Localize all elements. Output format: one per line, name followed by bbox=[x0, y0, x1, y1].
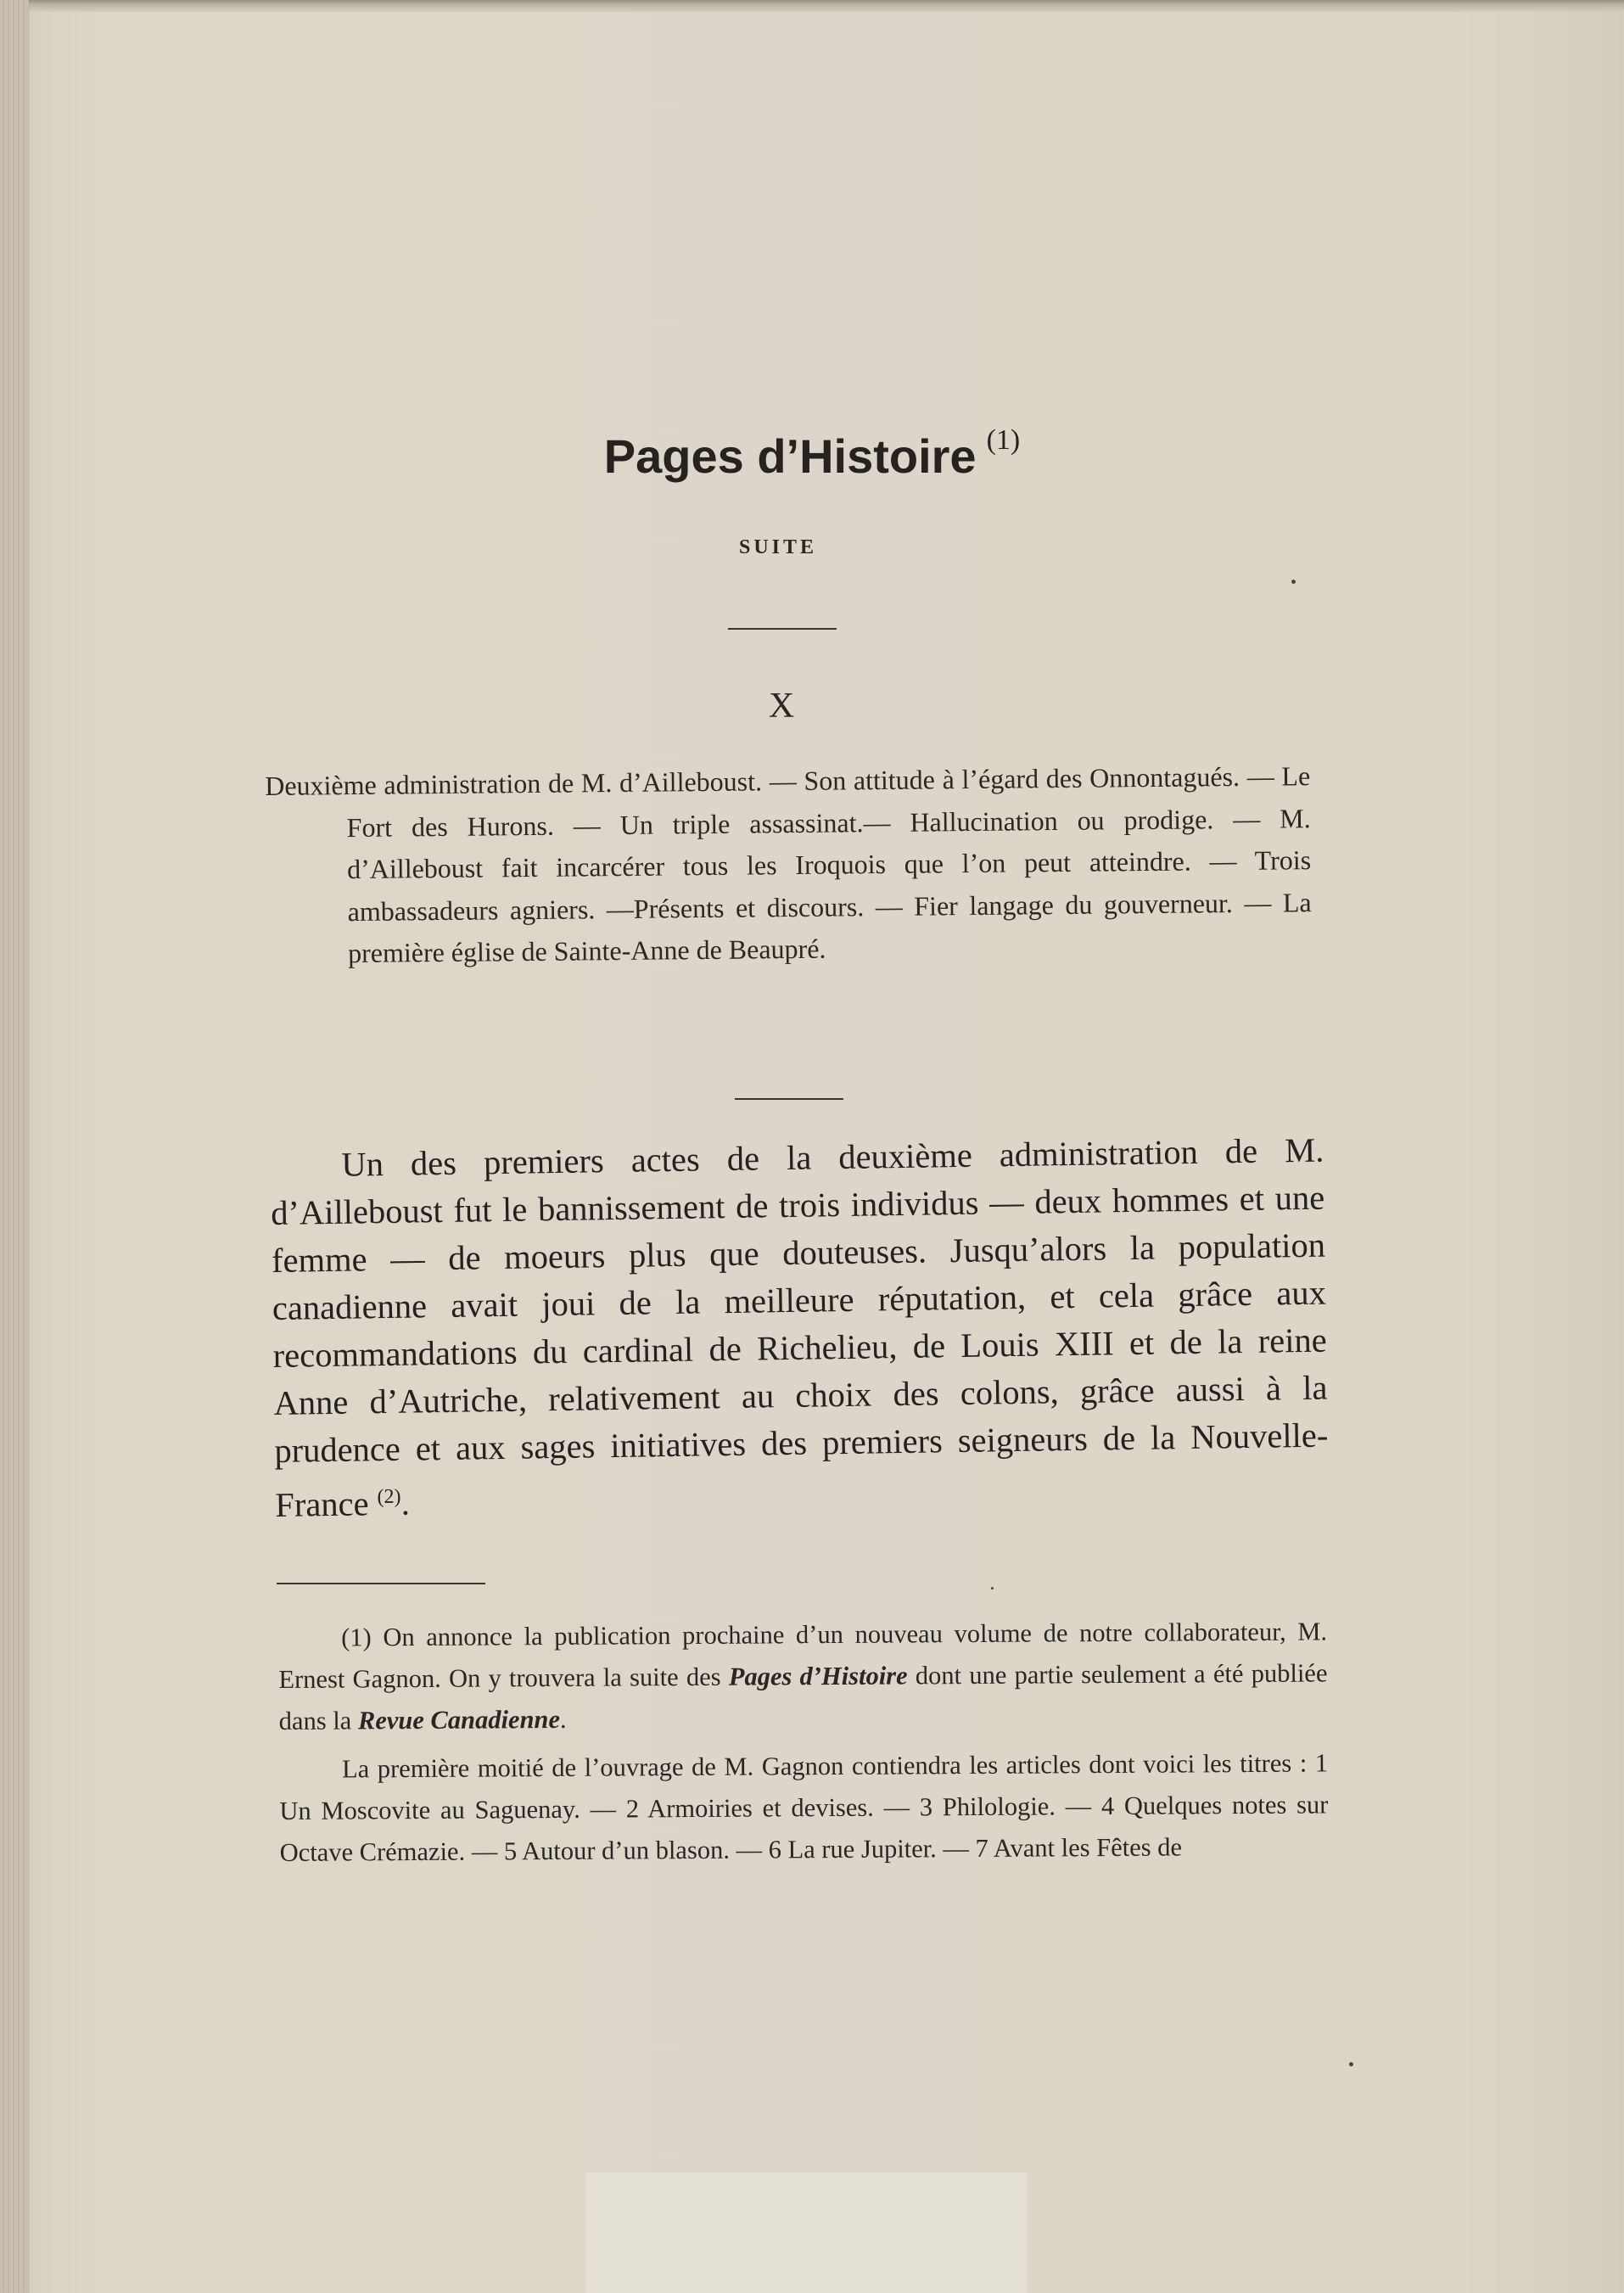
footnote-1 bbox=[278, 1611, 1328, 1742]
footnotes bbox=[278, 1611, 1329, 1881]
book-spine-edge bbox=[0, 0, 29, 2293]
chapter-number: X bbox=[768, 687, 795, 726]
footnote-1-italic-title: Pages d’Histoire bbox=[728, 1661, 908, 1691]
footnote-1-text-c: . bbox=[559, 1704, 567, 1734]
footnote-1-italic-journal: Revue Canadienne bbox=[357, 1704, 561, 1735]
title-footnote-mark: (1) bbox=[986, 424, 1021, 456]
print-speck bbox=[1291, 580, 1296, 584]
footnote-1-text-b: dont une partie seulement a été publiée dans la bbox=[278, 1658, 1328, 1735]
footnote-1-mark: (1) bbox=[341, 1623, 372, 1652]
chapter-summary: Deuxième administration de M. d’Ailleboust. — Son attitude à l’égard des Onnontagués. — Le Fort des Hurons. — Un triple assassinat.— Hallucination ou prodige. — M. d’Ailleboust fait incarcérer tous les Iroquois que l’on peut atteindre. — Trois ambassadeurs agniers. —Présents et discours. — Fier langage du gouverneur. — La première église de Sainte-Anne de Beaupré. bbox=[265, 760, 1312, 969]
divider-rule-top bbox=[728, 628, 837, 630]
page-blank-patch bbox=[585, 2172, 1027, 2293]
print-speck bbox=[991, 1587, 994, 1589]
subtitle: SUITE bbox=[738, 536, 818, 558]
divider-rule-middle bbox=[735, 1098, 843, 1100]
footnote-separator bbox=[277, 1583, 485, 1584]
page-title bbox=[0, 424, 1624, 484]
footnote-2: La première moitié de l’ouvrage de M. Gagnon contiendra les articles dont voici les titres : 1 Un Moscovite au Saguenay. — 2 Armoiries et devises. — 3 Philologie. — 4 Quelques notes sur Octave Crémazie. — 5 Autour d’un blason. — 6 La rue Jupiter. — 7 Avant les Fêtes de bbox=[279, 1748, 1329, 1867]
body-footnote-ref: (2) bbox=[377, 1485, 401, 1509]
body-paragraph-text: Un des premiers actes de la deuxième administration de M. d’Ailleboust fut le bannissement de trois individus — deux hommes et une femme — de moeurs plus que douteuses. Jusqu’alors la population canadienne avait joui de la meilleure réputation, et cela grâce aux recommandations du cardinal de Richelieu, de Louis XIII et de la reine Anne d’Autriche, relativement au choix des colons, grâce aussi à la prudence et aux sages initiatives des premiers seigneurs de la Nouvelle-France bbox=[270, 1130, 1329, 1524]
body-paragraph bbox=[270, 1127, 1330, 1529]
print-speck bbox=[1349, 2062, 1353, 2066]
title-text: Pages d’Histoire bbox=[603, 429, 977, 483]
footnote-1-text-a: On annonce la publication prochaine d’un nouveau volume de notre collaborateur, M. Ernest Gagnon. On y trouvera la suite des bbox=[278, 1617, 1328, 1694]
body-paragraph-end: . bbox=[400, 1483, 411, 1522]
page-top-edge bbox=[0, 0, 1624, 12]
